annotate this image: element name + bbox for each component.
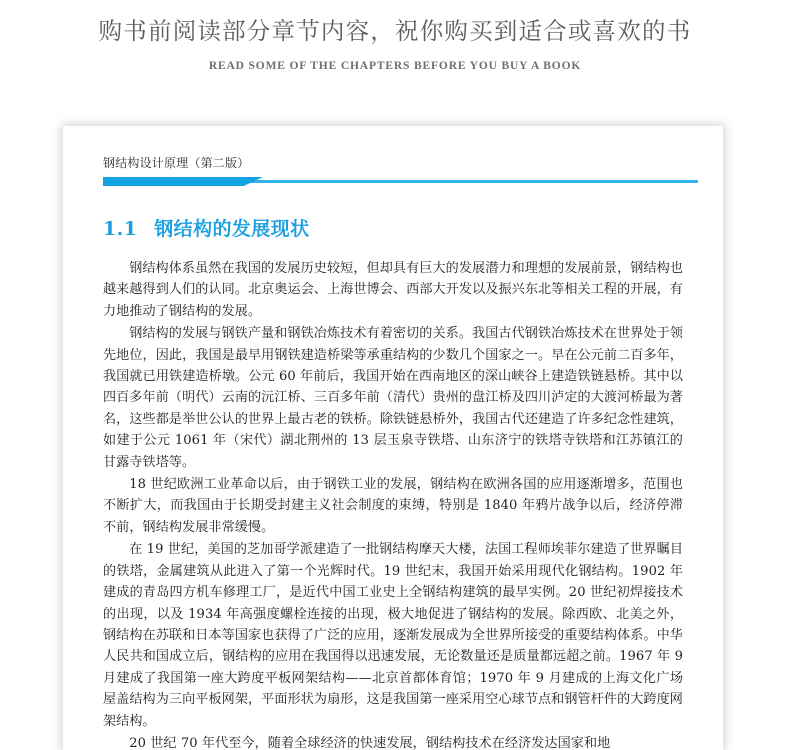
promo-headline: 购书前阅读部分章节内容，祝你购买到适合或喜欢的书 xyxy=(98,17,692,45)
paragraph: 18 世纪欧洲工业革命以后，由于钢铁工业的发展，钢结构在欧洲各国的应用逐渐增多，范围也不断扩大，而我国由于长期受封建主义社会制度的束缚，特别是 1840 年鸦片战争以后，经济停滞不前，钢结构发展非常缓慢。 xyxy=(103,477,683,535)
section-title: 钢结构的发展现状 xyxy=(154,218,310,240)
paragraph: 20 世纪 70 年代至今，随着全球经济的快速发展，钢结构技术在经济发达国家和地 xyxy=(129,735,611,750)
book-page-sheet xyxy=(63,126,723,750)
book-title: 钢结构设计原理（第二版） xyxy=(103,156,250,170)
section-heading xyxy=(103,214,683,241)
running-head xyxy=(103,126,683,171)
section-number: 1.1 xyxy=(103,218,138,240)
promo-banner xyxy=(0,0,790,122)
paragraph: 在 19 世纪，美国的芝加哥学派建造了一批钢结构摩天大楼，法国工程师埃菲尔建造了世界瞩目的铁塔，金属建筑从此进入了第一个光辉时代。19 世纪末，我国开始采用现代化钢结构。1902 年建成的青岛四方机车修理工厂，是近代中国工业史上全钢结构建筑的最早实例。20 世纪初焊接技术的出现，以及 1934 年高强度螺栓连接的出现，极大地促进了钢结构的发展。除西欧、北美之外，钢结构在苏联和日本等国家也获得了广泛的应用，逐渐发展成为全世界所接受的重要结构体系。中华人民共和国成立后，钢结构的应用在我国得以迅速发展，无论数量还是质量都远超之前。1967 年 9 月建成了我国第一座大跨度平板网架结构——北京首都体育馆；1970 年 9 月建成的上海文化广场屋盖结构为三向平板网架，平面形状为扇形，这是我国第一座采用空心球节点和钢管杆件的大跨度网架结构。 xyxy=(103,542,683,729)
paragraph: 钢结构的发展与钢铁产量和钢铁冶炼技术有着密切的关系。我国古代钢铁冶炼技术在世界处于领先地位，因此，我国是最早用钢铁建造桥梁等承重结构的少数几个国家之一。早在公元前二百多年，我国就已用铁建造桥墩。公元 60 年前后，我国开始在西南地区的深山峡谷上建造铁链悬桥。其中以四百多年前（明代）云南的沅江桥、三百多年前（清代）贵州的盘江桥及四川泸定的大渡河桥最为著名，这些都是举世公认的世界上最古老的铁桥。除铁链悬桥外，我国古代还建造了许多纪念性建筑，如建于公元 1061 年（宋代）湖北荆州的 13 层玉泉寺铁塔、山东济宁的铁塔寺铁塔和江苏镇江的甘露寺铁塔等。 xyxy=(103,326,683,470)
paragraph: 钢结构体系虽然在我国的发展历史较短，但却具有巨大的发展潜力和理想的发展前景，钢结构也越来越得到人们的认同。北京奥运会、上海世博会、西部大开发以及振兴东北等相关工程的开展，有力地推动了钢结构的发展。 xyxy=(103,261,683,319)
promo-subheadline: READ SOME OF THE CHAPTERS BEFORE YOU BUY A BOOK xyxy=(208,60,582,72)
header-divider-rule xyxy=(103,176,698,187)
body-copy xyxy=(103,258,683,750)
book-page-content xyxy=(63,126,723,750)
header-rule-thick-accent xyxy=(103,177,263,186)
